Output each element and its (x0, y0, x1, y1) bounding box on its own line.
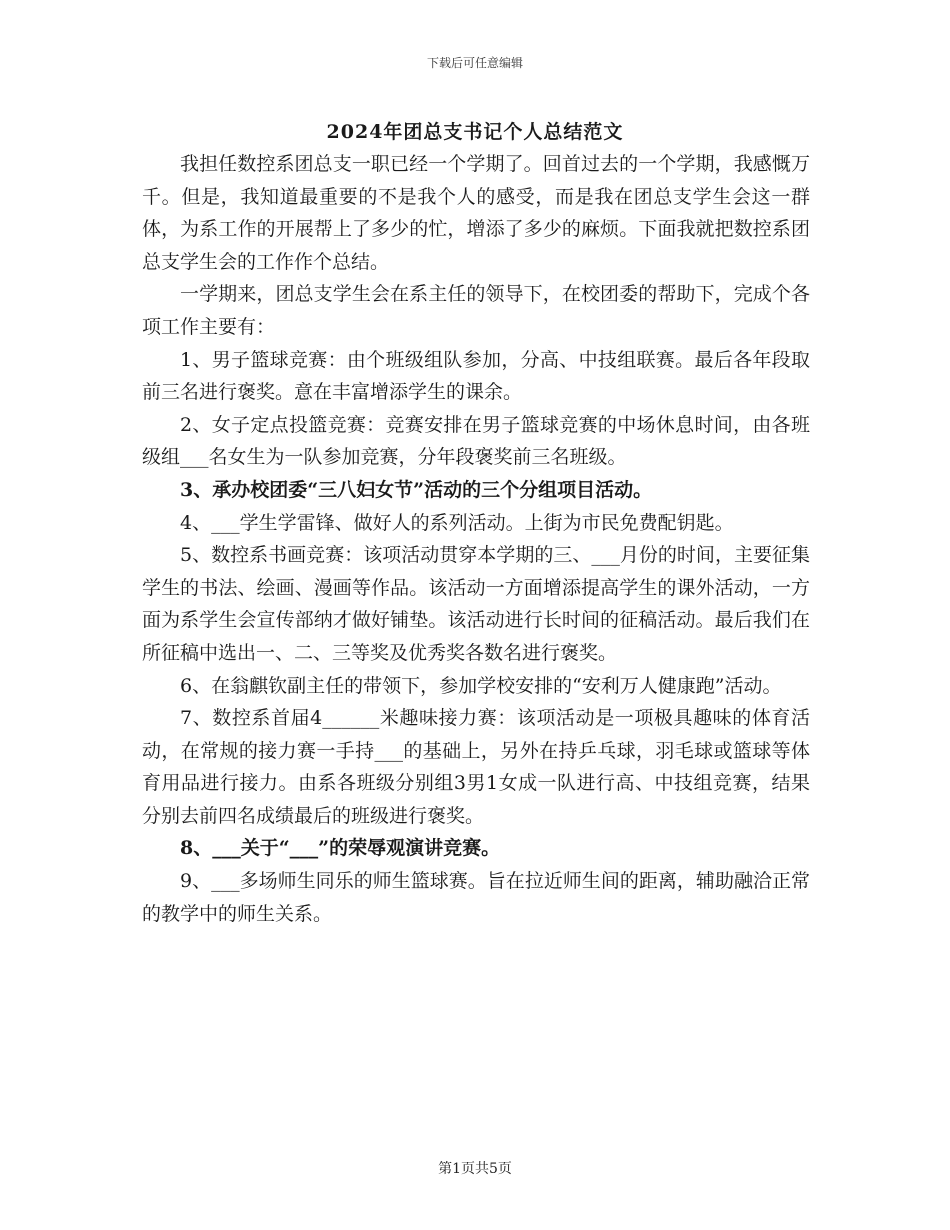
paragraph-item-5: 5、数控系书画竞赛：该项活动贯穿本学期的三、___月份的时间，主要征集学生的书法、绘画、漫画等作品。该活动一方面增添提高学生的课外活动，一方面为系学生会宣传部纳才做好铺垫。该活动进行长时间的征稿活动。最后我们在所征稿中选出一、二、三等奖及优秀奖各数名进行褒奖。 (142, 544, 810, 664)
paragraph-item-6: 6、在翁麒钦副主任的带领下，参加学校安排的“安利万人健康跑”活动。 (180, 674, 782, 697)
document-body (142, 148, 810, 930)
paragraph-item-4: 4、___学生学雷锋、做好人的系列活动。上街为市民免费配钥匙。 (180, 511, 734, 534)
paragraph-item-2: 2、女子定点投篮竞赛：竞赛安排在男子篮球竞赛的中场休息时间，由各班级组___名女生为一队参加竞赛，分年段褒奖前三名班级。 (142, 413, 810, 469)
paragraph-item-3: 3、承办校团委“三八妇女节”活动的三个分组项目活动。 (180, 478, 653, 501)
page-number-footer: 第1页共5页 (438, 1161, 512, 1177)
paragraph-item-7: 7、数控系首届4______米趣味接力赛：该项活动是一项极具趣味的体育活动，在常规的接力赛一手持___的基础上，另外在持乒乓球，羽毛球或篮球等体育用品进行接力。由系各班级分别组3男1女成一队进行高、中技组竞赛，结果分别去前四名成绩最后的班级进行褒奖。 (142, 707, 810, 827)
paragraph-item-1: 1、男子篮球竞赛：由个班级组队参加，分高、中技组联赛。最后各年段取前三名进行褒奖。意在丰富增添学生的课余。 (142, 348, 810, 404)
paragraph-intro: 我担任数控系团总支一职已经一个学期了。回首过去的一个学期，我感慨万千。但是，我知道最重要的不是我个人的感受，而是我在团总支学生会这一群体，为系工作的开展帮上了多少的忙，增添了多少的麻烦。下面我就把数控系团总支学生会的工作作个总结。 (142, 153, 810, 273)
paragraph-overview: 一学期来，团总支学生会在系主任的领导下，在校团委的帮助下，完成个各项工作主要有： (142, 283, 810, 338)
header-note: 下载后可任意编辑 (426, 56, 523, 70)
paragraph-item-9: 9、___多场师生同乐的师生篮球赛。旨在拉近师生间的距离，辅助融洽正常的教学中的师生关系。 (142, 870, 810, 925)
paragraph-item-8: 8、___关于“___”的荣辱观演讲竞赛。 (180, 837, 501, 860)
document-title: 2024年团总支书记个人总结范文 (326, 121, 624, 143)
